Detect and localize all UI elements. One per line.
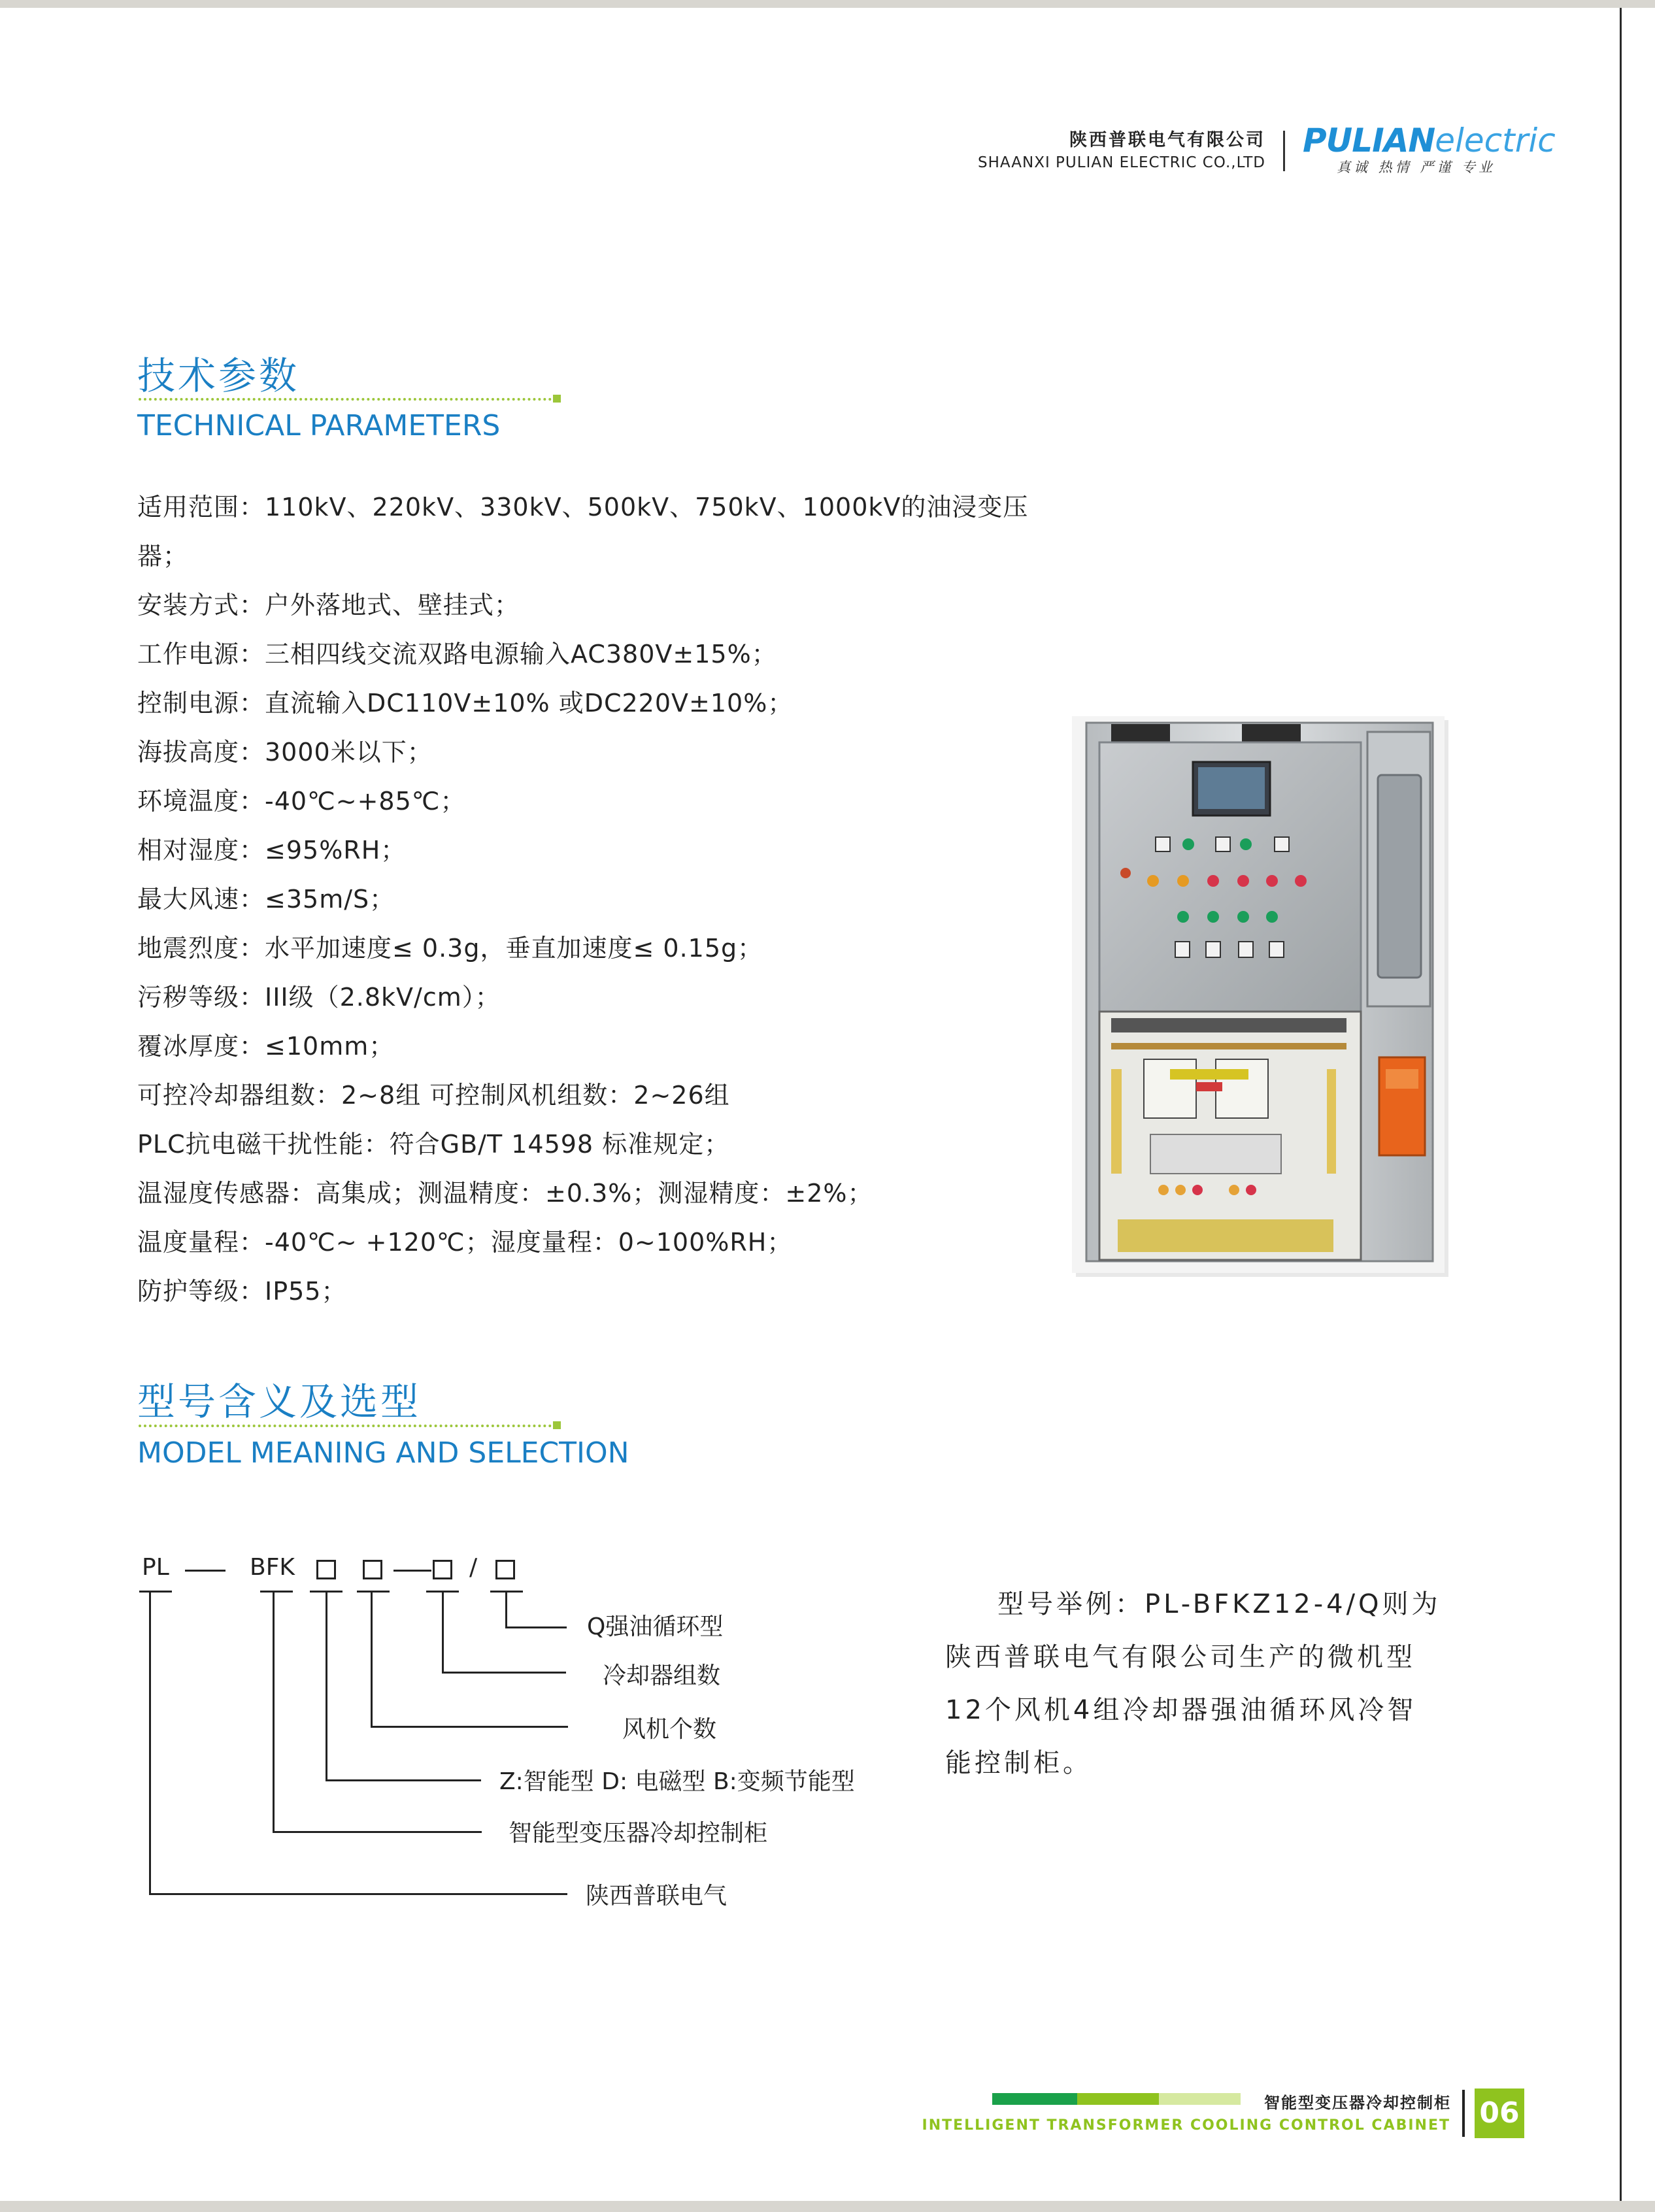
logo-light-text: electric bbox=[1435, 122, 1556, 159]
footer-title-en: INTELLIGENT TRANSFORMER COOLING CONTROL CABINET bbox=[922, 2117, 1450, 2134]
section-title-cn: 技术参数 bbox=[137, 354, 300, 398]
heading-underline bbox=[139, 1425, 557, 1427]
model-placeholder-box bbox=[363, 1560, 382, 1579]
model-slash: / bbox=[469, 1554, 478, 1581]
section-title-en: MODEL MEANING AND SELECTION bbox=[137, 1436, 629, 1470]
brand-slogan: 真诚 热情 严谨 专业 bbox=[1337, 159, 1496, 175]
label-pl-meaning: 陕西普联电气 bbox=[586, 1883, 727, 1909]
footer-bar-green bbox=[1077, 2093, 1159, 2105]
leader-line bbox=[273, 1831, 482, 1833]
company-name-cn: 陕西普联电气有限公司 bbox=[1069, 130, 1265, 150]
param-line: 海拔高度：3000米以下； bbox=[137, 738, 433, 767]
model-example-text: 型号举例：PL-BFKZ12-4/Q则为陕西普联电气有限公司生产的微机型12个风机4组冷却器强油循环风冷智能控制柜。 bbox=[945, 1589, 1441, 1778]
param-line: 器； bbox=[137, 542, 189, 570]
param-line: 环境温度：-40℃~+85℃； bbox=[137, 787, 466, 816]
label-cooler-groups: 冷却器组数 bbox=[603, 1662, 721, 1689]
brand-logo bbox=[1303, 122, 1556, 159]
model-code-bfk: BFK bbox=[250, 1554, 295, 1581]
right-edge-line bbox=[1620, 8, 1622, 2201]
param-line: 最大风速：≤35m/S； bbox=[137, 885, 395, 914]
param-line: 适用范围：110kV、220kV、330kV、500kV、750kV、1000kV的油浸变压 bbox=[137, 493, 1029, 521]
model-dash bbox=[393, 1570, 431, 1572]
model-placeholder-box bbox=[495, 1560, 515, 1579]
heading-underline-end bbox=[553, 395, 561, 403]
leader-line bbox=[326, 1779, 481, 1781]
leader-line bbox=[149, 1893, 567, 1895]
code-underline bbox=[139, 1591, 172, 1593]
param-line: PLC抗电磁干扰性能：符合GB/T 14598 标准规定； bbox=[137, 1130, 730, 1159]
code-underline bbox=[260, 1591, 293, 1593]
param-line: 可控冷却器组数：2~8组 可控制风机组数：2~26组 bbox=[137, 1081, 730, 1110]
model-placeholder-box bbox=[316, 1560, 336, 1579]
control-cabinet-illustration bbox=[1072, 716, 1445, 1273]
heading-underline bbox=[139, 398, 557, 401]
bottom-border bbox=[0, 2201, 1655, 2212]
model-code-pl: PL bbox=[142, 1554, 169, 1581]
leader-line bbox=[442, 1672, 566, 1674]
param-line: 覆冰厚度：≤10mm； bbox=[137, 1032, 395, 1061]
param-line: 防护等级：IP55； bbox=[137, 1277, 347, 1306]
param-line: 温湿度传感器：高集成；测温精度：±0.3%；测湿精度：±2%； bbox=[137, 1179, 873, 1208]
label-bfk-meaning: 智能型变压器冷却控制柜 bbox=[509, 1820, 768, 1847]
param-line: 温度量程：-40℃~ +120℃；湿度量程：0~100%RH； bbox=[137, 1228, 793, 1257]
label-type-options: Z:智能型 D: 电磁型 B:变频节能型 bbox=[499, 1768, 855, 1795]
param-line: 污秽等级：III级（2.8kV/cm）； bbox=[137, 983, 501, 1012]
footer-divider bbox=[1462, 2090, 1465, 2137]
leader-line bbox=[442, 1591, 444, 1674]
leader-line bbox=[149, 1591, 151, 1895]
section-title-en: TECHNICAL PARAMETERS bbox=[137, 409, 501, 442]
param-line: 工作电源：三相四线交流双路电源输入AC380V±15%； bbox=[137, 640, 777, 669]
leader-line bbox=[505, 1626, 567, 1628]
company-name-en: SHAANXI PULIAN ELECTRIC CO.,LTD bbox=[978, 154, 1265, 171]
code-underline bbox=[357, 1591, 390, 1593]
param-line: 控制电源：直流输入DC110V±10% 或DC220V±10%； bbox=[137, 689, 794, 718]
label-fan-count: 风机个数 bbox=[622, 1716, 717, 1743]
heading-underline-end bbox=[553, 1421, 561, 1429]
leader-line bbox=[505, 1591, 507, 1628]
param-line: 安装方式：户外落地式、壁挂式； bbox=[137, 591, 520, 619]
label-q-forced-oil: Q强油循环型 bbox=[587, 1613, 724, 1640]
top-border bbox=[0, 0, 1655, 8]
leader-line bbox=[273, 1591, 275, 1833]
page-number: 06 bbox=[1475, 2088, 1524, 2138]
leader-line bbox=[371, 1726, 568, 1728]
leader-line bbox=[326, 1591, 327, 1781]
leader-line bbox=[371, 1591, 373, 1728]
section-title-cn: 型号含义及选型 bbox=[137, 1379, 422, 1424]
model-dash bbox=[185, 1570, 226, 1572]
logo-bold-text: PULIAN bbox=[1303, 122, 1435, 159]
param-line: 地震烈度：水平加速度≤ 0.3g，垂直加速度≤ 0.15g； bbox=[137, 934, 763, 963]
footer-bar-light-green bbox=[1159, 2093, 1241, 2105]
cabinet-photo bbox=[1072, 716, 1445, 1273]
header-divider bbox=[1283, 131, 1285, 171]
footer-bar-dark-green bbox=[992, 2093, 1077, 2105]
model-placeholder-box bbox=[433, 1560, 452, 1579]
footer-title-cn: 智能型变压器冷却控制柜 bbox=[1264, 2094, 1451, 2112]
param-line: 相对湿度：≤95%RH； bbox=[137, 836, 407, 865]
